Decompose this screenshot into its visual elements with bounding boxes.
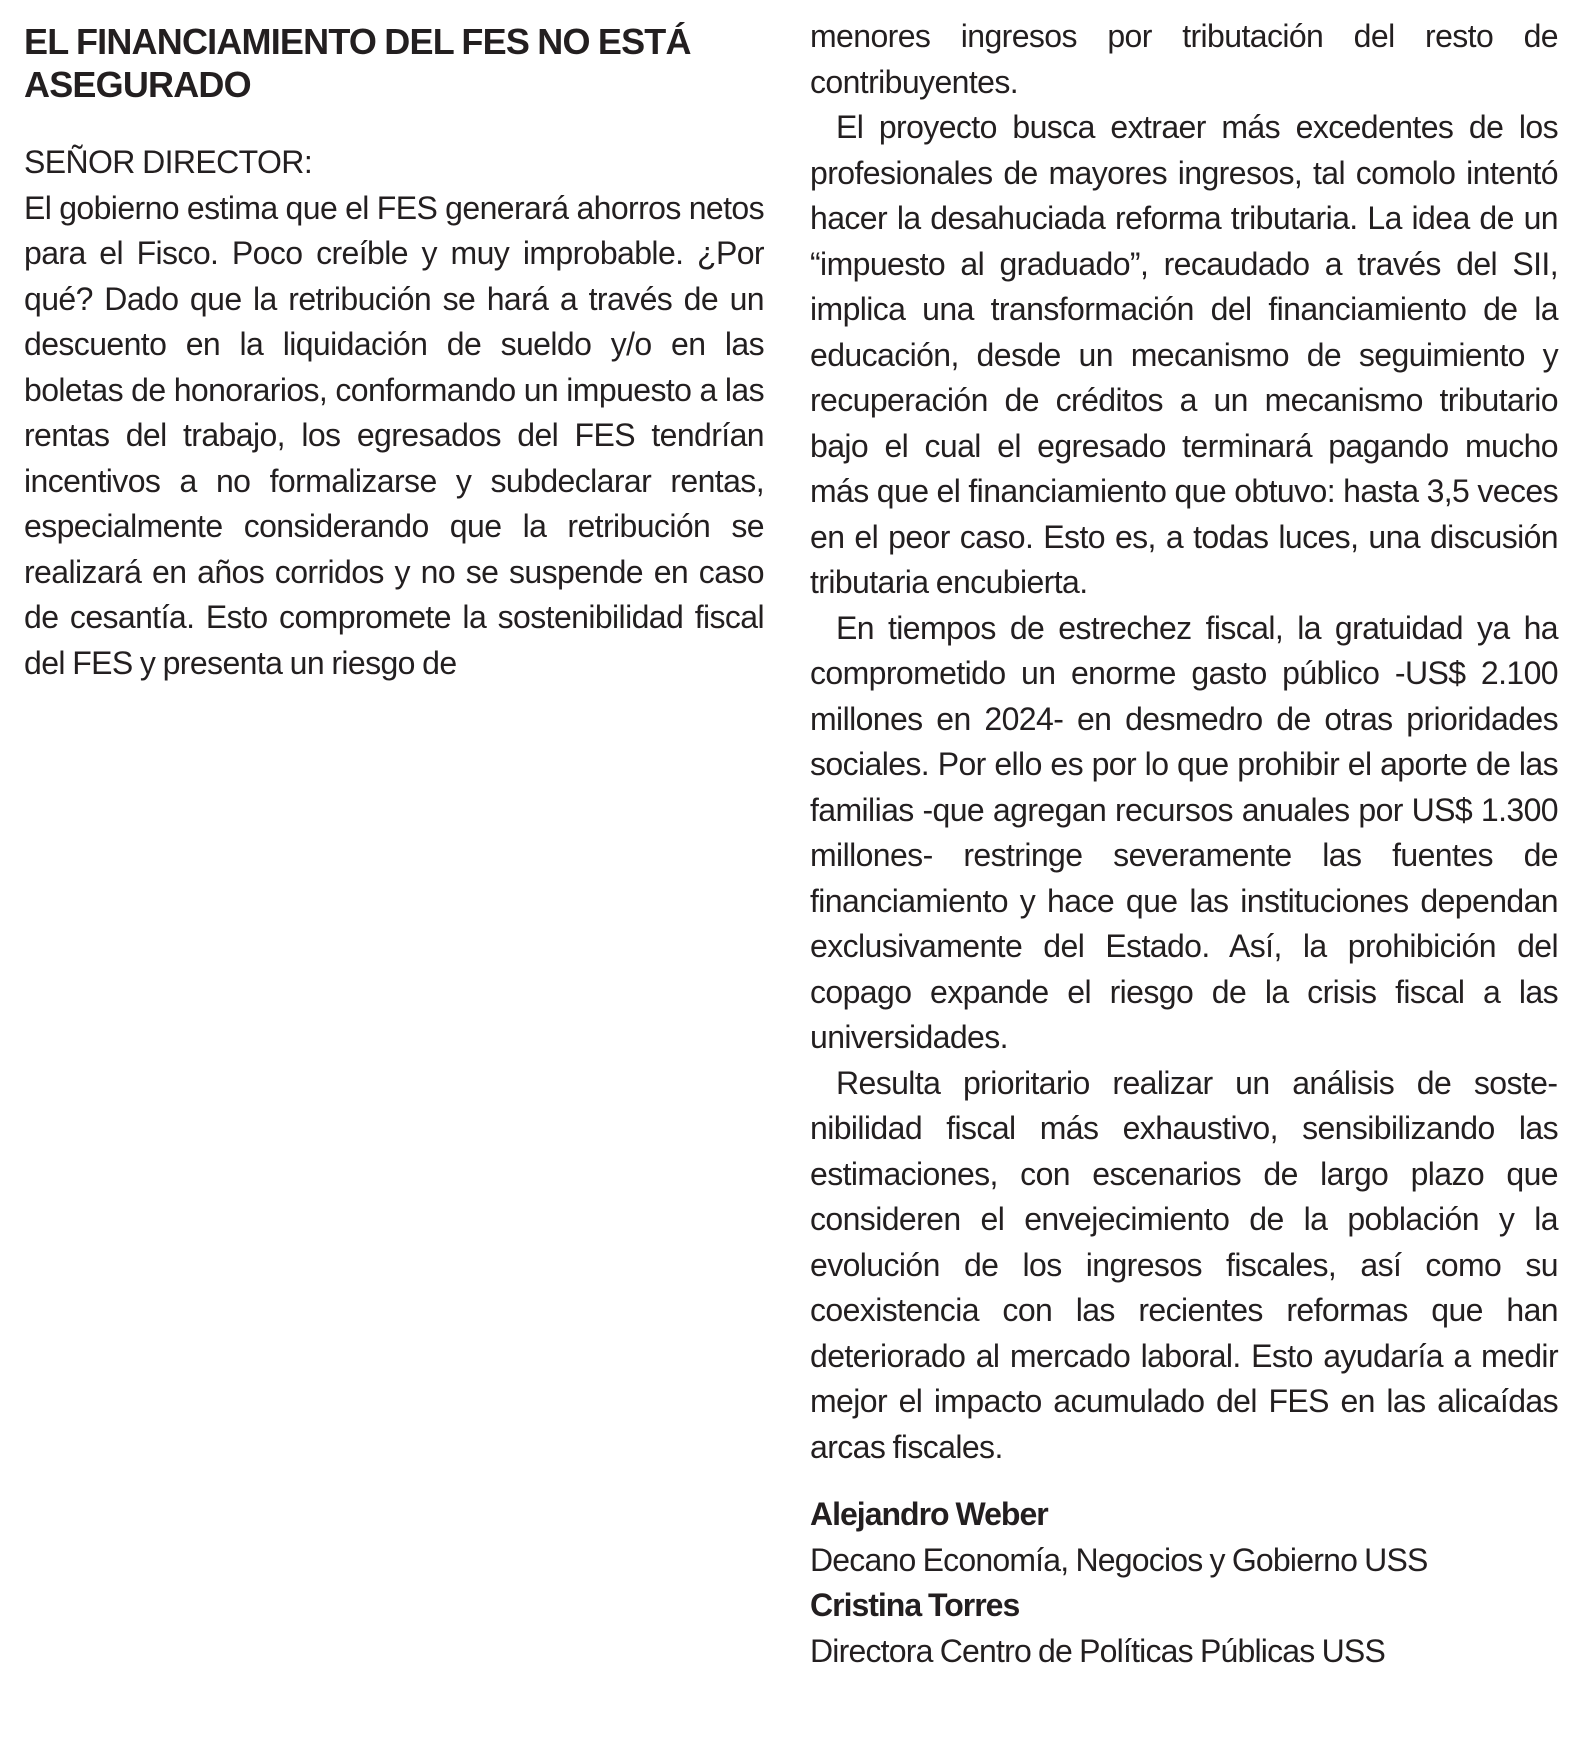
paragraph-3: En tiempos de estrechez fiscal, la gratuidad ya ha comprometido un enorme gasto público -US$ 2.100 millones en 2024- en desmedro de otras prioridades sociales. Por ello es por lo que prohibir el aporte de las familias -que agregan recursos anuales por US$ 1.300 millones- restringe severamente las fuentes de financiamiento y hace que las instituciones dependan exclusivamente del Estado. Así, la prohibición del copago expande el riesgo de la crisis fiscal a las universidades. (810, 609, 1558, 1055)
letter-headline: EL FINANCIAMIENTO DEL FES NO ESTÁ ASEGURADO (24, 21, 691, 105)
signer-name: Cristina Torres (810, 1587, 1020, 1623)
paragraph-2: El proyecto busca extraer más excedentes de los profesionales de mayores ingresos, tal comolo intentó hacer la desahuciada reforma tributaria. La idea de un “impuesto al graduado”, recaudado a través del SII, implica una transformación del financiamiento de la educación, desde un mecanismo de seguimiento y recuperación de créditos a un mecanismo tributario bajo el cual el egresado terminará pagando mucho más que el financiamiento que obtuvo: hasta 3,5 veces en el peor caso. Esto es, a todas luces, una discusión tributaria encubierta. (810, 109, 1558, 600)
signer-name: Alejandro Weber (810, 1496, 1048, 1532)
paragraph-1-end: menores ingresos por tributación del resto de contribuyentes. (810, 18, 1558, 100)
signature-block (810, 1492, 1558, 1674)
paragraph-1-start: El gobierno estima que el FES generará ahorros netos para el Fisco. Poco creíble y muy improbable. ¿Por qué? Dado que la retribución se hará a través de un descuento en la liquidación de sueldo y/o en las boletas de honorarios, conformando un impuesto a las rentas del trabajo, los egresados del FES tendrían incentivos a no formalizarse y subdeclarar rentas, especialmente considerando que la retribución se realizará en años corridos y no se suspende en caso de cesantía. Esto compromete la sostenibilidad fiscal del FES y presenta un riesgo de (24, 189, 764, 681)
signer-role: Directora Centro de Políticas Públicas USS (810, 1632, 1385, 1669)
paragraph-4: Resulta prioritario realizar un análisis de sostenibilidad fiscal más exhaustivo, sensibilizando las estimaciones, con escenarios de largo plazo que consideren el envejecimiento de la población y la evolución de los ingresos fiscales, así como su coexistencia con las recientes reformas que han deteriorado al mercado laboral. Esto ayudaría a medir mejor el impacto acumulado del FES en las alicaídas arcas fiscales. (810, 1064, 1558, 1465)
right-column (810, 14, 1558, 1674)
salutation: SEÑOR DIRECTOR: (24, 144, 313, 180)
signer-role: Decano Economía, Negocios y Gobierno USS (810, 1541, 1428, 1578)
left-column (24, 14, 764, 686)
